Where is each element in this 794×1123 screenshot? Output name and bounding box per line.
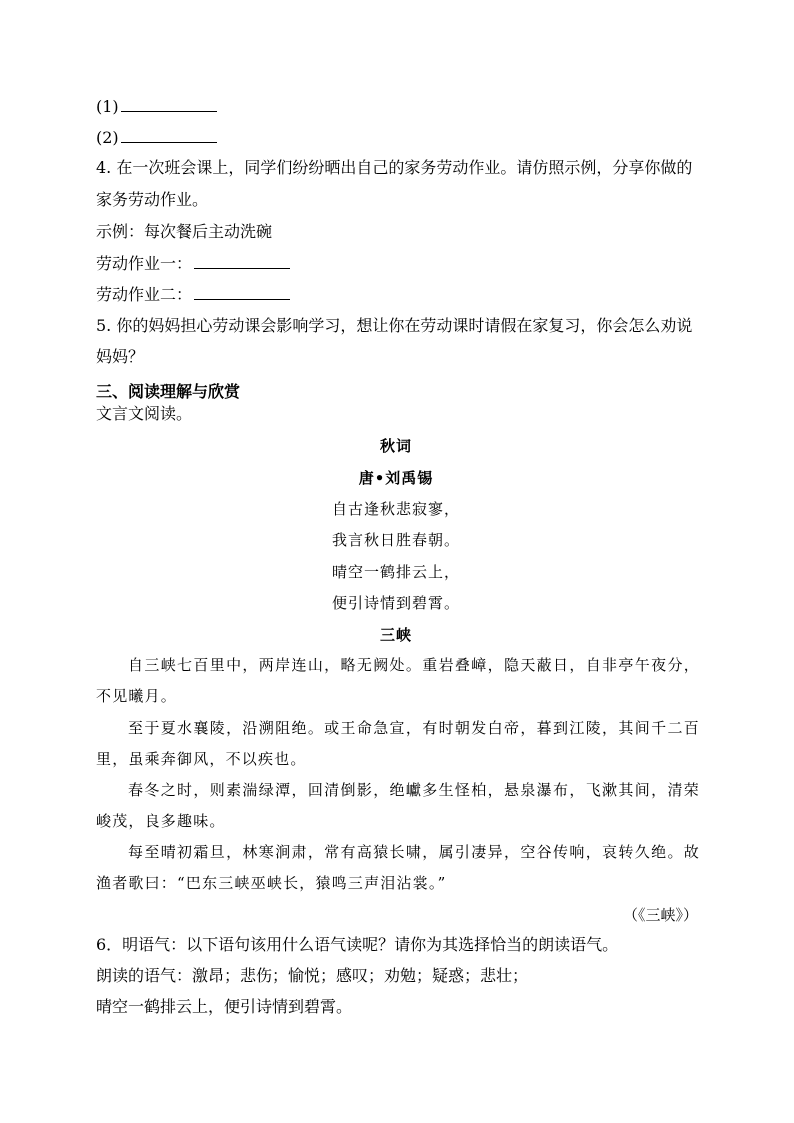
question-4-text-cont: 家务劳动作业。 <box>96 190 209 209</box>
answer-blank[interactable] <box>121 128 217 143</box>
poem-line: 便引诗情到碧霄。 <box>331 594 460 612</box>
poem-line: 晴空一鹤排云上， <box>331 563 460 581</box>
work-item-2 <box>96 285 290 305</box>
prose-paragraph: 春冬之时，则素湍绿潭，回清倒影，绝巘多生怪柏，悬泉瀑布，飞漱其间，清荣峻茂，良多趣味。 <box>96 781 700 830</box>
question-6-verse: 晴空一鹤排云上，便引诗情到碧霄。 <box>96 997 353 1016</box>
poem-author: 唐•刘禹锡 <box>358 469 434 487</box>
work-item-1 <box>96 254 290 274</box>
prose-paragraph: 每至晴初霜旦，林寒涧肃，常有高猿长啸，属引凄异，空谷传响，哀转久绝。故渔者歌曰：“巴东三峡巫峡长，猿鸣三声泪沾裳。” <box>96 843 700 892</box>
section-intro: 文言文阅读。 <box>96 404 193 423</box>
question-5-text: 5. 你的妈妈担心劳动课会影响学习，想让你在劳动课时请假在家复习，你会怎么劝说 <box>96 316 693 335</box>
item-number: (2) <box>96 128 119 147</box>
question-6-tones: 朗读的语气：激昂；悲伤；愉悦；感叹；劝勉；疑惑；悲壮； <box>96 966 529 985</box>
question-5-text-cont: 妈妈？ <box>96 347 145 366</box>
question-4-example: 示例：每次餐后主动洗碗 <box>96 222 273 241</box>
work-item-label: 劳动作业一： <box>96 254 193 273</box>
poem-title: 秋词 <box>379 437 412 455</box>
question-4-text: 4. 在一次班会课上，同学们纷纷晒出自己的家务劳动作业。请仿照示例，分享你做的 <box>96 158 693 177</box>
section-heading: 三、阅读理解与欣赏 <box>96 382 241 401</box>
answer-line-1 <box>96 97 217 117</box>
answer-blank[interactable] <box>194 285 290 300</box>
poem-line: 我言秋日胜春朝。 <box>331 531 460 549</box>
prose-title: 三峡 <box>379 626 412 644</box>
work-item-label: 劳动作业二： <box>96 285 193 304</box>
poem-line: 自古逢秋悲寂寥， <box>331 500 460 518</box>
question-6-text: 6．明语气：以下语句该用什么语气读呢？请你为其选择恰当的朗读语气。 <box>96 935 619 954</box>
prose-source: （《三峡》） <box>622 906 698 924</box>
answer-line-2 <box>96 128 217 148</box>
answer-blank[interactable] <box>194 254 290 269</box>
prose-paragraph: 至于夏水襄陵，沿溯阻绝。或王命急宣，有时朝发白帝，暮到江陵，其间千二百里，虽乘奔御风，不以疾也。 <box>96 719 700 768</box>
answer-blank[interactable] <box>121 97 217 112</box>
prose-paragraph: 自三峡七百里中，两岸连山，略无阙处。重岩叠嶂，隐天蔽日，自非亭午夜分，不见曦月。 <box>96 656 700 705</box>
item-number: (1) <box>96 97 119 116</box>
